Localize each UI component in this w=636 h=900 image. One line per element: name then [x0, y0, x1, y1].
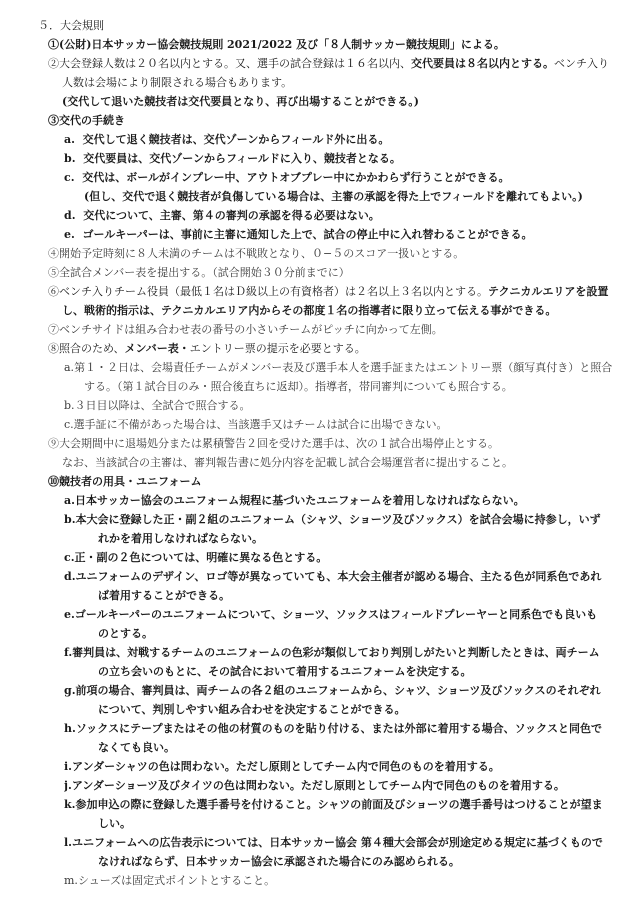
- rule-2: [48, 54, 618, 73]
- item-marker: a.: [64, 494, 75, 507]
- rule-10-item: [64, 833, 618, 852]
- item-marker: b.: [64, 399, 75, 412]
- rule-6-text-a: ⑥ベンチ入りチーム役員（最低１名はＤ級以上の有資格者）は２名以上３名以内とする。: [48, 285, 488, 298]
- rule-10-item: [64, 643, 618, 662]
- rule-8-item: [64, 415, 618, 434]
- item-text: シューズは固定式ポイントとすること。: [77, 874, 276, 887]
- rule-10-item: [64, 548, 618, 567]
- rule-2-text-b: 交代要員は８名以内とする。: [411, 57, 554, 70]
- item-marker: g.: [64, 684, 76, 697]
- rule-6-text-b: テクニカルエリアを設置: [488, 285, 609, 298]
- rule-10-list: [38, 491, 618, 890]
- item-text: 交代について、主審、第４の審判の承認を得る必要はない。: [83, 209, 380, 222]
- rule-10-item-continuation: ば着用することができる。: [98, 589, 230, 602]
- rule-8-item-continuation: する。（第１試合目のみ・照合後直ちに返却）。指導者，帯同審判についても照合する。: [84, 380, 513, 393]
- item-text: アンダーシャツの色は問わない。ただし原則としてチーム内で同色のものを着用する。: [72, 760, 500, 773]
- rule-9-continuation: なお、当該試合の主審は、審判報告書に処分内容を記載し試合会場運営者に提出すること。: [62, 456, 513, 469]
- item-marker: f.: [64, 646, 73, 659]
- rules-section: [38, 16, 618, 890]
- rule-7: ⑦ベンチサイドは組み合わせ表の番号の小さいチームがピッチに向かって左側。: [48, 323, 443, 336]
- rule-1: ①(公財)日本サッカー協会競技規則 2021/2022 及び「８人制サッカー競技規則」による。: [48, 38, 505, 51]
- rule-3-item: [64, 149, 618, 168]
- rule-10-item: [64, 795, 618, 814]
- item-text: ユニフォームへの広告表示については、日本サッカー協会 第４種大会部会が別途定める規定に基づくもので: [72, 836, 603, 849]
- item-text: 第１・２日は、会場責任チームがメンバー表及び選手本人を選手証またはエントリー票（顔写真付き）と照合: [74, 361, 613, 374]
- rule-10-item: [64, 510, 618, 529]
- item-marker: c.: [64, 171, 75, 184]
- item-marker: a.: [64, 361, 75, 374]
- item-text: 審判員は、対戦するチームのユニフォームの色彩が類似しており判別しがたいと判断したときは、両チーム: [72, 646, 600, 659]
- rule-3-item: [64, 130, 618, 149]
- item-marker: d.: [64, 570, 76, 583]
- item-marker: j.: [64, 779, 72, 792]
- item-marker: c.: [64, 551, 75, 564]
- item-marker: b.: [64, 152, 76, 165]
- rule-10-item: [64, 567, 618, 586]
- item-text: 交代して退く競技者は、交代ゾーンからフィールド外に出る。: [82, 133, 390, 146]
- item-marker: a.: [64, 133, 75, 146]
- rule-10-item-continuation: なくても良い。: [98, 741, 175, 754]
- item-text: 参加申込の際に登録した選手番号を付けること。シャツの前面及びショーツの選手番号はつけることが望ま: [75, 798, 603, 811]
- rule-2-text-c: ベンチ入り: [554, 57, 609, 70]
- rule-2-continuation: 人数は会場により制限される場合もあります。: [62, 76, 293, 89]
- rule-3-item: [64, 206, 618, 225]
- item-text: ３日目以降は、全試合で照合する。: [74, 399, 251, 412]
- rule-8-text-b: メンバー表・: [124, 342, 190, 355]
- rule-8-item: [64, 396, 618, 415]
- item-marker: i.: [64, 760, 73, 773]
- item-marker: m.: [64, 874, 78, 887]
- rule-3-title: ③交代の手続き: [48, 114, 125, 127]
- rule-3-item-note: (但し、交代で退く競技者が負傷している場合は、主審の承認を得た上でフィールドを離れてもよい。): [84, 190, 583, 203]
- rule-10-item: [64, 681, 618, 700]
- item-text: 正・副の２色については、明確に異なる色とする。: [74, 551, 328, 564]
- item-text: 日本サッカー協会のユニフォーム規程に基づいたユニフォームを着用しなければならない。: [74, 494, 525, 507]
- rule-10-item-continuation: れかを着用しなければならない。: [98, 532, 263, 545]
- item-marker: d.: [64, 209, 76, 222]
- section-title: ５．大会規則: [38, 19, 104, 32]
- item-marker: k.: [64, 798, 76, 811]
- rule-8-text-a: ⑧照合のため、: [48, 342, 125, 355]
- rule-5: ⑤全試合メンバー表を提出する。（試合開始３０分前までに）: [48, 266, 350, 279]
- rule-9: ⑨大会期間中に退場処分または累積警告２回を受けた選手は、次の１試合出場停止とする。: [48, 437, 499, 450]
- rule-10-item-continuation: しい。: [98, 817, 131, 830]
- rule-10-item-continuation: の立ち会いのもとに、その試合において着用するユニフォームを決定する。: [98, 665, 472, 678]
- rule-10-item-continuation: なければならず、日本サッカー協会に承認された場合にのみ認められる。: [98, 855, 460, 868]
- item-text: 選手証に不備があった場合は、当該選手又はチームは試合に出場できない。: [73, 418, 448, 431]
- rule-10-item: [64, 871, 618, 890]
- rule-10-title: ⑩競技者の用具・ユニフォーム: [48, 475, 202, 488]
- item-marker: c.: [64, 418, 74, 431]
- item-text: アンダーショーツ及びタイツの色は問わない。ただし原則としてチーム内で同色のものを着用する。: [71, 779, 565, 792]
- rule-6: [48, 282, 618, 301]
- rule-4: ④開始予定時刻に８人未満のチームは不戦敗となり、０−５のスコア一扱いとする。: [48, 247, 465, 260]
- item-marker: b.: [64, 513, 76, 526]
- rule-8-item: [64, 358, 618, 377]
- rule-6-continuation: し、戦術的指示は、テクニカルエリア内からその都度１名の指導者に限り立って伝える事ができる。: [62, 304, 557, 317]
- rule-8: [48, 339, 618, 358]
- item-text: 交代は、ボールがインプレー中、アウトオブプレー中にかかわらず行うことができる。: [82, 171, 510, 184]
- rule-10-item-continuation: について、判別しやすい組み合わせを決定することができる。: [98, 703, 406, 716]
- rule-2-text-a: ②大会登録人数は２０名以内とする。又、選手の試合登録は１６名以内、: [48, 57, 411, 70]
- rule-2-note: (交代して退いた競技者は交代要員となり、再び出場することができる。): [62, 95, 419, 108]
- rule-10-item: [64, 491, 618, 510]
- item-text: ゴールキーパーは、事前に主審に通知した上で、試合の停止中に入れ替わることができる。: [82, 228, 533, 241]
- item-marker: h.: [64, 722, 76, 735]
- rule-3-item: [64, 225, 618, 244]
- rule-10-item: [64, 757, 618, 776]
- item-text: 本大会に登録した正・副２組のユニフォーム（シャツ、ショーツ及びソックス）を試合会場に持参し，いず: [75, 513, 601, 526]
- item-text: ゴールキーパーのユニフォームについて、ショーツ、ソックスはフィールドプレーヤーと同系色でも良いも: [74, 608, 598, 621]
- rule-3-item: [64, 168, 618, 187]
- item-text: ソックスにテープまたはその他の材質のものを貼り付ける、または外部に着用する場合、ソックスと同色で: [75, 722, 602, 735]
- item-text: ユニフォームのデザイン、ロゴ等が異なっていても、本大会主催者が認める場合、主たる色が同系色であれ: [75, 570, 602, 583]
- item-marker: e.: [64, 608, 75, 621]
- item-marker: e.: [64, 228, 75, 241]
- rule-10-item: [64, 776, 618, 795]
- rule-10-item: [64, 719, 618, 738]
- rule-10-item-continuation: のとする。: [98, 627, 153, 640]
- rule-8-text-c: エントリー票の提示を必要とする。: [189, 342, 366, 355]
- item-text: 交代要員は、交代ゾーンからフィールドに入り、競技者となる。: [83, 152, 401, 165]
- rule-10-item: [64, 605, 618, 624]
- item-marker: l.: [64, 836, 73, 849]
- item-text: 前項の場合、審判員は、両チームの各２組のユニフォームから、シャツ、ショーツ及びソックスのそれぞれ: [75, 684, 601, 697]
